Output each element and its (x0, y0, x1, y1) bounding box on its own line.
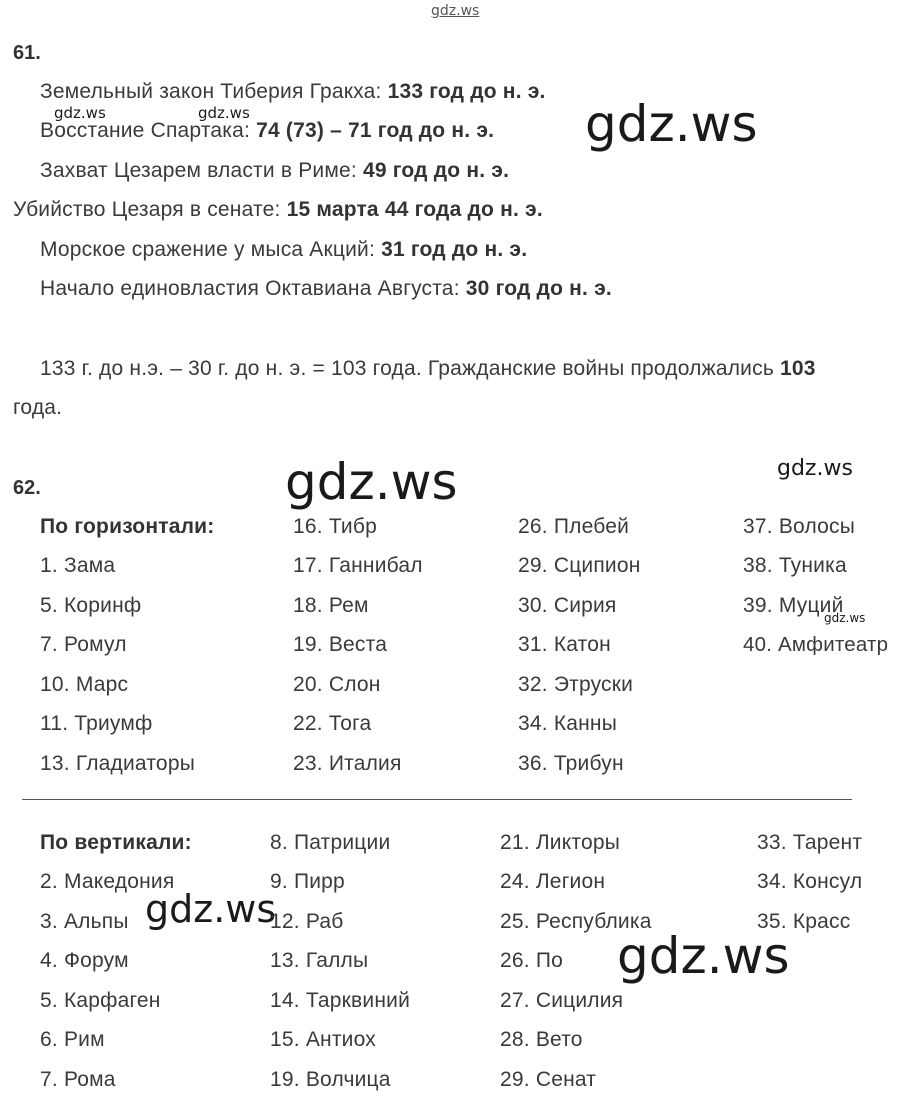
event-date: 133 год до н. э. (387, 80, 546, 103)
crossword-answer: 14. Тарквиний (270, 989, 411, 1012)
event-line (13, 198, 543, 222)
crossword-answer: 13. Галлы (270, 949, 369, 972)
event-label: Морское сражение у мыса Акций: (40, 238, 376, 261)
crossword-answer: 13. Гладиаторы (40, 752, 195, 775)
task-number: 61. (13, 42, 41, 64)
watermark-small: gdz.ws (198, 104, 250, 122)
crossword-answer: 6. Рим (40, 1028, 105, 1051)
event-label: Захват Цезарем власти в Риме: (40, 159, 357, 182)
horizontal-title: По горизонтали: (40, 515, 215, 538)
crossword-answer: 26. Плебей (518, 515, 630, 538)
event-date: 31 год до н. э. (381, 238, 528, 261)
section-divider (22, 799, 852, 800)
crossword-answer: 25. Республика (500, 910, 652, 933)
event-date: 49 год до н. э. (362, 159, 510, 182)
crossword-answer: 4. Форум (40, 949, 129, 972)
crossword-answer: 29. Сенат (500, 1068, 597, 1091)
crossword-answer: 20. Слон (293, 673, 381, 696)
crossword-answer: 26. По (500, 949, 564, 972)
event-line (40, 277, 612, 301)
crossword-answer: 23. Италия (293, 752, 402, 775)
vertical-title: По вертикали: (40, 831, 192, 854)
event-line (40, 119, 494, 143)
watermark-medium: gdz.ws (777, 456, 853, 481)
crossword-answer: 24. Легион (500, 870, 606, 893)
event-line (40, 80, 546, 104)
event-label: Восстание Спартака: (40, 119, 251, 142)
crossword-answer: 19. Волчица (270, 1068, 391, 1091)
task-number: 62. (13, 477, 41, 499)
crossword-answer: 5. Коринф (40, 594, 142, 617)
crossword-answer: 33. Тарент (757, 831, 863, 854)
crossword-answer: 8. Патриции (270, 831, 391, 854)
crossword-answer: 28. Вето (500, 1028, 583, 1051)
crossword-answer: 39. Муций (743, 594, 844, 617)
crossword-answer: 9. Пирр (270, 870, 345, 893)
watermark-large: gdz.ws (285, 453, 458, 511)
crossword-answer: 22. Тога (293, 712, 372, 735)
crossword-answer: 7. Рома (40, 1068, 116, 1091)
watermark-large: gdz.ws (617, 927, 790, 985)
event-date: 74 (73) – 71 год до н. э. (256, 119, 495, 142)
crossword-answer: 18. Рем (293, 594, 369, 617)
crossword-answer: 35. Красс (757, 910, 851, 933)
crossword-answer: 34. Канны (518, 712, 618, 735)
crossword-answer: 16. Тибр (293, 515, 377, 538)
crossword-answer: 17. Ганнибал (293, 554, 423, 577)
calculation-result: 103 (780, 357, 816, 380)
crossword-answer: 15. Антиох (270, 1028, 376, 1051)
crossword-answer: 32. Этруски (518, 673, 634, 696)
watermark-top: gdz.ws (431, 3, 480, 19)
crossword-answer: 37. Волосы (743, 515, 856, 538)
crossword-answer: 11. Триумф (40, 712, 153, 735)
watermark-large: gdz.ws (145, 887, 277, 931)
crossword-answer: 27. Сицилия (500, 989, 624, 1012)
event-line (40, 238, 527, 262)
crossword-answer: 2. Македония (40, 870, 175, 893)
crossword-answer: 3. Альпы (40, 910, 129, 933)
crossword-answer: 10. Марс (40, 673, 129, 696)
crossword-answer: 34. Консул (757, 870, 863, 893)
crossword-answer: 30. Сирия (518, 594, 617, 617)
event-date: 15 марта 44 года до н. э. (286, 198, 543, 221)
calculation-line (40, 357, 816, 381)
crossword-answer: 7. Ромул (40, 633, 127, 656)
event-date: 30 год до н. э. (465, 277, 612, 300)
calculation-continuation: года. (13, 396, 63, 419)
event-line (40, 159, 509, 183)
crossword-answer: 29. Сципион (518, 554, 641, 577)
calculation-text: 133 г. до н.э. – 30 г. до н. э. = 103 года. Гражданские войны продолжались (40, 357, 774, 380)
crossword-answer: 1. Зама (40, 554, 116, 577)
crossword-answer: 5. Карфаген (40, 989, 161, 1012)
crossword-answer: 40. Амфитеатр (743, 633, 889, 656)
event-label: Начало единовластия Октавиана Августа: (40, 277, 460, 300)
crossword-answer: 38. Туника (743, 554, 847, 577)
crossword-answer: 19. Веста (293, 633, 388, 656)
crossword-answer: 12. Раб (270, 910, 344, 933)
event-label: Убийство Цезаря в сенате: (13, 198, 281, 221)
crossword-answer: 31. Катон (518, 633, 611, 656)
crossword-answer: 21. Ликторы (500, 831, 620, 854)
watermark-tiny: gdz.ws (824, 611, 866, 625)
watermark-large: gdz.ws (585, 95, 758, 153)
watermark-small: gdz.ws (54, 104, 106, 122)
event-label: Земельный закон Тиберия Гракха: (40, 80, 382, 103)
crossword-answer: 36. Трибун (518, 752, 624, 775)
